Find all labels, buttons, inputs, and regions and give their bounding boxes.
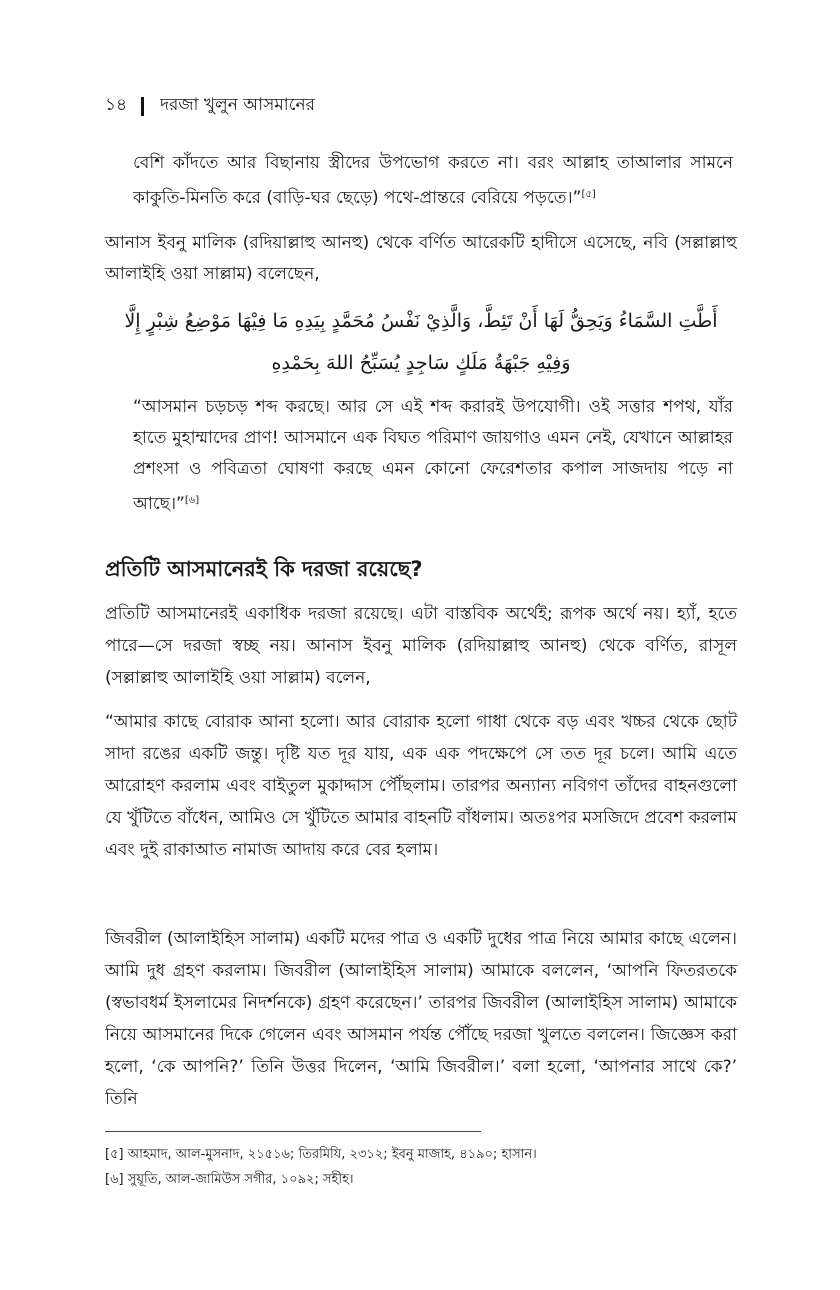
footnote-5: [৫] আহমাদ, আল-মুসনাদ, ২১৫১৬; তিরমিযি, ২৩১২; ইবনু মাজাহ, ৪১৯০; হাসান। — [105, 1147, 537, 1162]
footnote-6: [৬] সুয়ূতি, আল-জামিউস সগীর, ১০৯২; সহীহ। — [105, 1172, 354, 1187]
footnote-ref-5: [৫] — [581, 189, 596, 200]
section-heading: প্রতিটি আসমানেরই কি দরজা রয়েছে? — [105, 557, 423, 581]
arabic-line-1: أَطَّتِ السَّمَاءُ وَيَحِقُّ لَهَا أَنْ تَئِطَّ، وَالَّذِيْ نَفْسُ مُحَمَّدٍ بِيَدِهِ مَا فِيْهَا مَوْضِعُ شِبْرٍ إِلَّا — [124, 310, 718, 332]
section-paragraph-3: জিবরীল (আলাইহিস সালাম) একটি মদের পাত্র ও একটি দুধের পাত্র নিয়ে আমার কাছে এলেন। আমি দুধ গ্রহণ করলাম। জিবরীল (আলাইহিস সালাম) আমাকে বললেন, ‘আপনি ফিতরতকে (স্বভাবধর্ম ইসলামের নিদর্শনকে) গ্রহণ করেছেন।’ তারপর জিবরীল (আলাইহিস সালাম) আমাকে নিয়ে আসমানের দিকে গেলেন এবং আসমান পর্যন্ত পৌঁছে দরজা খুলতে বললেন। জিজ্ঞেস করা হলো, ‘কে আপনি?’ তিনি উত্তর দিলেন, ‘আমি জিবরীল।’ বলা হলো, ‘আপনার সাথে কে?’ তিনি — [105, 929, 738, 1109]
section-paragraph-2: “আমার কাছে বোরাক আনা হলো। আর বোরাক হলো গাধা থেকে বড় এবং খচ্চর থেকে ছোট সাদা রঙের একটি জন্তু। দৃষ্টি যত দূর যায়, এক এক পদক্ষেপে সে তত দূর চলে। আমি এতে আরোহণ করলাম এবং বাইতুল মুকাদ্দাস পৌঁছলাম। তারপর অন্যান্য নবিগণ তাঁদের বাহনগুলো যে খুঁটিতে বাঁধেন, আমিও সে খুঁটিতে আমার বাহনটি বাঁধলাম। অতঃপর মসজিদে প্রবেশ করলাম এবং দুই রাকাআত নামাজ আদায় করে বের হলাম। — [105, 712, 737, 860]
hadith-translation-text: “আসমান চড়চড় শব্দ করছে। আর সে এই শব্দ করারই উপযোগী। ওই সত্তার শপথ, যাঁর হাতে মুহাম্মাদের প্রাণ! আসমানে এক বিঘত পরিমাণ জায়গাও এমন নেই, যেখানে আল্লাহর প্রশংসা ও পবিত্রতা ঘোষণা করছে এমন কোনো ফেরেশতার কপাল সাজদায় পড়ে না আছে।” — [133, 397, 733, 514]
arabic-line-2: وَفِيْهِ جَبْهَةُ مَلَكٍ سَاجِدٍ يُسَبِّحُ اللهَ بِحَمْدِهِ — [271, 352, 571, 374]
section-paragraph-1: প্রতিটি আসমানেরই একাধিক দরজা রয়েছে। এটা বাস্তবিক অর্থেই; রূপক অর্থে নয়। হ্যাঁ, হতে পারে—সে দরজা স্বচ্ছ নয়। আনাস ইবনু মালিক (রদিয়াল্লাহু আনহু) থেকে বর্ণিত, রাসূল (সল্লাল্লাহু আলাইহি ওয়া সাল্লাম) বলেন, — [105, 604, 737, 688]
quote-continuation-text: বেশি কাঁদতে আর বিছানায় স্ত্রীদের উপভোগ করতে না। বরং আল্লাহ তাআলার সামনে কাকুতি-মিনতি করে (বাড়ি-ঘর ছেড়ে) পথে-প্রান্তরে বেরিয়ে পড়তে।” — [133, 153, 733, 208]
hadith-translation — [133, 392, 733, 520]
footnote-divider — [105, 1131, 481, 1132]
running-header — [105, 92, 315, 120]
running-title: দরজা খুলুন আসমানের — [160, 95, 316, 115]
intro-paragraph: আনাস ইবনু মালিক (রদিয়াল্লাহু আনহু) থেকে বর্ণিত আরেকটি হাদীসে এসেছে, নবি (সল্লাল্লাহু আলাইহি ওয়া সাল্লাম) বলেছেন, — [105, 233, 737, 284]
footnote-ref-6: [৬] — [184, 495, 200, 506]
header-divider — [141, 97, 144, 116]
page-number: ১৪ — [105, 95, 128, 115]
arabic-hadith — [105, 300, 737, 384]
quote-continuation — [133, 148, 733, 214]
footnotes — [105, 1142, 737, 1192]
